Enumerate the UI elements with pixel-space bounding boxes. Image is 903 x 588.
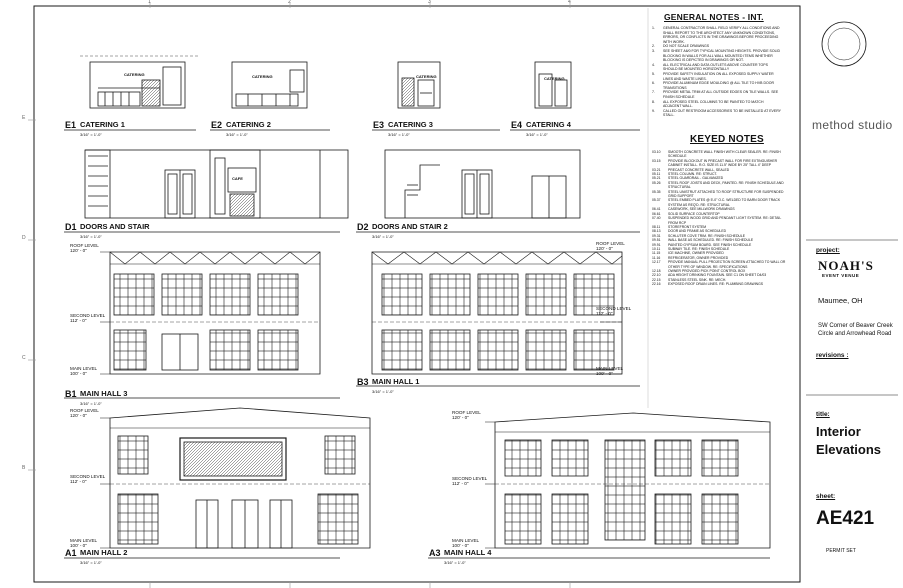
catering-elevations [80,56,571,108]
grid-label-b: B [22,465,26,471]
grid-label-c: C [22,355,26,361]
room-tag-catering: CATERING [544,76,565,81]
keyed-note-item [652,159,786,168]
level-label-main: MAIN LEVEL 100' - 0" [452,538,480,548]
firm-name: method studio [812,118,893,132]
general-note-item [652,109,782,118]
view-number: E1 [65,120,77,130]
view-title: MAIN HALL 2 [80,548,128,557]
main-hall-upper-elevations [110,252,622,374]
general-note-number: 8. [652,99,655,104]
general-note-text: PROVIDE METAL TRIM AT ALL OUTSIDE EDGES ON TILE WALLS. SEE FINISH SCHEDULE [663,90,779,99]
view-title: CATERING 2 [226,120,271,129]
general-notes-title: GENERAL NOTES - INT. [664,12,764,22]
keyed-note-text: STEEL COLUMN. RE: STRUCT. [668,172,718,177]
keyed-note-number: 11.15 [652,251,661,256]
general-note-text: SEE SHEET A6/0 FOR TYPICAL MOUNTING HEIGHTS. PROVIDE SOLID BLOCKING IN WALLS FOR ALL WALL MOUNTED ITEMS WHETHER BLOCKING IS DEPICTED IN DRAWINGS OR NOT. [663,48,781,63]
keyed-note-text: PRECAST CONCRETE WALL, SEALED [668,167,730,172]
keyed-note-text: PROVIDE BLOCKOUT IN PRECAST WALL FOR FIRE EXTINGUISHER CABINET INSTALL. R.O. SIZE IS 11.5" WIDE BY 25" TALL 4" DEEP [668,158,778,168]
level-label-roof: ROOF LEVEL 120' - 0" [596,241,625,251]
grid-label-1: 1 [148,0,151,5]
view-title: CATERING 1 [80,120,125,129]
keyed-note-text: SOLID SURFACE COUNTERTOP [668,211,720,216]
keyed-note-number: 09.51 [652,238,661,243]
view-number: B3 [357,377,369,387]
project-city: Maumee, OH [818,296,863,305]
view-number: E4 [511,120,523,130]
level-label-second: SECOND LEVEL 112' - 0" [70,313,106,323]
grid-label-d: D [22,235,26,241]
level-label-main: MAIN LEVEL 100' - 0" [70,538,98,548]
keyed-note-text: STEEL ROOF JOISTS AND DECK, PAINTED. RE: FINISH SCHEDULE AND STRUCTURAL [668,180,784,190]
keyed-note-number: 22.10 [652,273,661,278]
keyed-note-text: ICE MACHINE, OWNER PROVIDED [668,251,724,256]
general-note-number: 1. [652,26,655,30]
general-note-text: ALL EXPOSED STEEL COLUMNS TO BE PAINTED TO MATCH ADJACENT WALL. [663,99,764,109]
general-notes-list [652,26,782,118]
keyed-note-number: 03.10 [652,150,661,154]
view-title: MAIN HALL 4 [444,548,492,557]
level-label-main: MAIN LEVEL 100' - 0" [596,366,624,376]
sheet-number: AE421 [816,508,875,529]
keyed-note-number: 06.61 [652,211,661,216]
keyed-note-text: SUBWAY TILE. RE: FINISH SCHEDULE [668,246,730,251]
general-note-number: 9. [652,108,655,113]
keyed-note-text: SUSPENDED WOOD GRID AND PENDANT LIGHT SYSTEM. RE: DETAIL FROM RCP [668,216,782,225]
keyed-note-number: 22.15 [652,277,661,282]
room-tag-catering: CATERING [252,74,273,79]
keyed-note-text: STOREFRONT SYSTEM [668,224,707,229]
view-scale: 3/16" = 1'-0" [388,132,410,137]
keyed-note-item [652,216,786,225]
view-title: CATERING 4 [526,120,571,129]
sheet-title-line2: Elevations [816,442,882,457]
general-note-number: 4. [652,62,655,67]
keyed-note-text: SMOOTH CONCRETE WALL FINISH WITH CLEAR SEALER. RE: FINISH SCHEDULE [668,150,781,159]
keyed-note-text: PAINTED GYPSUM BOARD. SEE FINISH SCHEDULE [668,242,752,247]
keyed-note-number: 06.41 [652,207,661,212]
general-note-item [652,81,782,90]
keyed-note-item [652,190,786,199]
general-note-text: PROVIDE SAFETY INSULATION ON ALL EXPOSED SUPPLY WATER LINES AND WASTE LINES. [663,71,774,81]
keyed-note-number: 05.21 [652,176,661,181]
room-tag-catering: CATERING [124,72,145,77]
general-note-item [652,90,782,99]
general-note-item [652,72,782,81]
keyed-note-number: 22.16 [652,282,661,287]
keyed-notes-title: KEYED NOTES [690,134,764,145]
keyed-note-number: 08.13 [652,229,661,234]
keyed-note-text: EXPOSED ROOF DRAIN LINES. RE: PLUMBING DRAWINGS [668,282,764,287]
level-label-second: SECOND LEVEL 112' - 0" [452,476,488,486]
keyed-note-number: 08.11 [652,224,661,229]
keyed-note-number: 03.21 [652,167,661,172]
keyed-note-text: STAINLESS STEEL SINK. RE: MECH. [668,277,727,282]
keyed-note-number: 05.37 [652,198,661,203]
keyed-note-item [652,198,786,207]
keyed-notes-list [652,150,786,287]
general-note-number: 6. [652,81,655,86]
project-label: project: [816,247,840,254]
view-scale: 3/16" = 1'-0" [372,234,394,239]
main-hall-lower-elevations [110,408,770,548]
level-label-second: SECOND LEVEL 112' - 0" [70,474,106,484]
general-note-number: 5. [652,71,655,76]
view-number: B1 [65,389,77,399]
grid-label-2: 2 [288,0,291,5]
view-scale: 3/16" = 1'-0" [80,234,102,239]
keyed-note-number: 05.11 [652,172,661,177]
room-tag-catering: CATERING [416,74,437,79]
revisions-label: revisions : [816,352,849,359]
level-label-roof: ROOF LEVEL 120' - 0" [452,410,481,420]
general-note-item [652,100,782,109]
general-note-number: 3. [652,48,655,53]
general-note-text: DO NOT SCALE DRAWINGS [663,44,710,49]
keyed-note-text: OWNER PROVIDED PICK POINT CONTROL BOX [668,268,746,273]
view-title: DOORS AND STAIR [80,222,150,231]
keyed-note-text: STEEL GUARDRAIL - GALVANIZED [668,176,724,181]
general-note-text: CALLED OUT RESTROOM ACCESSORIES TO BE INSTALLED AT EVERY STALL. [663,108,781,118]
keyed-note-text: WALL BASE AS SCHEDULED. RE: FINISH SCHEDULE [668,238,754,243]
sheet-label: sheet: [816,493,836,500]
view-scale: 3/16" = 1'-0" [226,132,248,137]
general-note-item [652,49,782,63]
sheet-title-line1: Interior [816,424,861,439]
keyed-note-number: 10.11 [652,246,661,251]
keyed-note-number: 11.16 [652,255,661,260]
keyed-note-number: 12.18 [652,268,661,273]
level-label-main: MAIN LEVEL 100' - 0" [70,366,98,376]
view-number: E2 [211,120,223,130]
level-label-roof: ROOF LEVEL 120' - 0" [70,243,99,253]
grid-label-3: 3 [428,0,431,5]
view-scale: 3/16" = 1'-0" [526,132,548,137]
keyed-note-text: PROVIDE MANUAL PULL PROJECTION SCREEN ATTACHED TO WALL OR OTHER TYPE OF WINDOW. RE: SPECIFICATIONS [668,260,786,269]
level-label-second: SECOND LEVEL 112' - 0" [596,306,632,316]
view-scale: 3/16" = 1'-0" [444,560,466,565]
project-name: NOAH'S [818,258,874,273]
view-scale: 3/16" = 1'-0" [80,401,102,406]
general-note-item [652,63,782,72]
keyed-note-text: REFRIGERATOR, OWNER PROVIDED [668,255,729,260]
architect-seal [822,22,866,66]
keyed-note-number: 05.26 [652,180,661,185]
level-label-roof: ROOF LEVEL 120' - 0" [70,408,99,418]
general-note-text: GENERAL CONTRACTOR SHALL FIELD VERIFY ALL CONDITIONS AND SHALL REPORT TO THE ARCHITECT ANY UNKNOWN CONDITIONS, ERRORS, OR CONFLICTS IN THE DRAWINGS BEFORE PROCEEDING WITH WORK. [663,26,780,44]
keyed-note-item [652,260,786,269]
view-number: E3 [373,120,385,130]
issue-status: PERMIT SET [826,548,856,554]
doors-stair-elevations [85,150,580,218]
general-note-text: ALL ELECTRICAL AND DATA OUTLETS ABOVE COUNTER TOPS SHOULD BE MOUNTED HORIZONTALLY [663,62,768,72]
keyed-note-number: 12.17 [652,260,661,265]
title-label: title: [816,411,830,418]
view-scale: 3/16" = 1'-0" [372,389,394,394]
grid-label-e: E [22,115,26,121]
keyed-note-text: CASEWORK, SEE MILLWORK DRAWINGS [668,207,735,212]
keyed-note-text: STEEL EMBED PLATES @ 5'-0" O.C. WELDED TO BARN DOOR TRACK SYSTEM AS REQ'D. RE: STRUCTURAL [668,198,781,207]
project-subtitle: EVENT VENUE [822,273,860,278]
keyed-note-text: ADA HEIGHT DRINKING FOUNTAIN. SEE C1 ON SHEET D4/03 [668,273,767,278]
keyed-note-number: 07.40 [652,216,661,221]
general-note-number: 7. [652,90,655,95]
keyed-note-text: SCHLUTER COVE TRIM. RE: FINISH SCHEDULE [668,233,745,238]
view-number: D1 [65,222,77,232]
view-scale: 3/16" = 1'-0" [80,132,102,137]
general-note-item [652,26,782,44]
general-note-text: PROVIDE ALUMINUM EDGE MOULDING @ ALL TILE TO HVB DOOR TRANSITIONS [663,81,774,90]
view-number: D2 [357,222,369,232]
view-title: CATERING 3 [388,120,433,129]
keyed-note-item [652,181,786,190]
view-scale: 3/16" = 1'-0" [80,560,102,565]
grid-label-4: 4 [568,0,571,5]
view-number: A1 [65,548,77,558]
view-title: MAIN HALL 1 [372,377,420,386]
keyed-note-number: 09.31 [652,233,661,238]
view-title: DOORS AND STAIR 2 [372,222,448,231]
view-title: MAIN HALL 3 [80,389,128,398]
project-location: SW Corner of Beaver Creek Circle and Arrowhead Road [818,323,893,337]
keyed-note-number: 03.15 [652,158,661,163]
keyed-note-item [652,282,786,286]
keyed-note-number: 09.91 [652,242,661,247]
general-note-number: 2. [652,44,655,49]
keyed-note-item [652,150,786,159]
keyed-note-text: DOOR AND FRAME AS SCHEDULED [668,229,727,234]
room-tag-cafe: CAFE [232,176,243,181]
view-number: A3 [429,548,441,558]
keyed-note-text: STEEL UNISTRUT ATTACHED TO ROOF STRUCTURE FOR SUSPENDED GRID SUPPORT [668,189,784,199]
keyed-note-number: 05.35 [652,189,661,194]
